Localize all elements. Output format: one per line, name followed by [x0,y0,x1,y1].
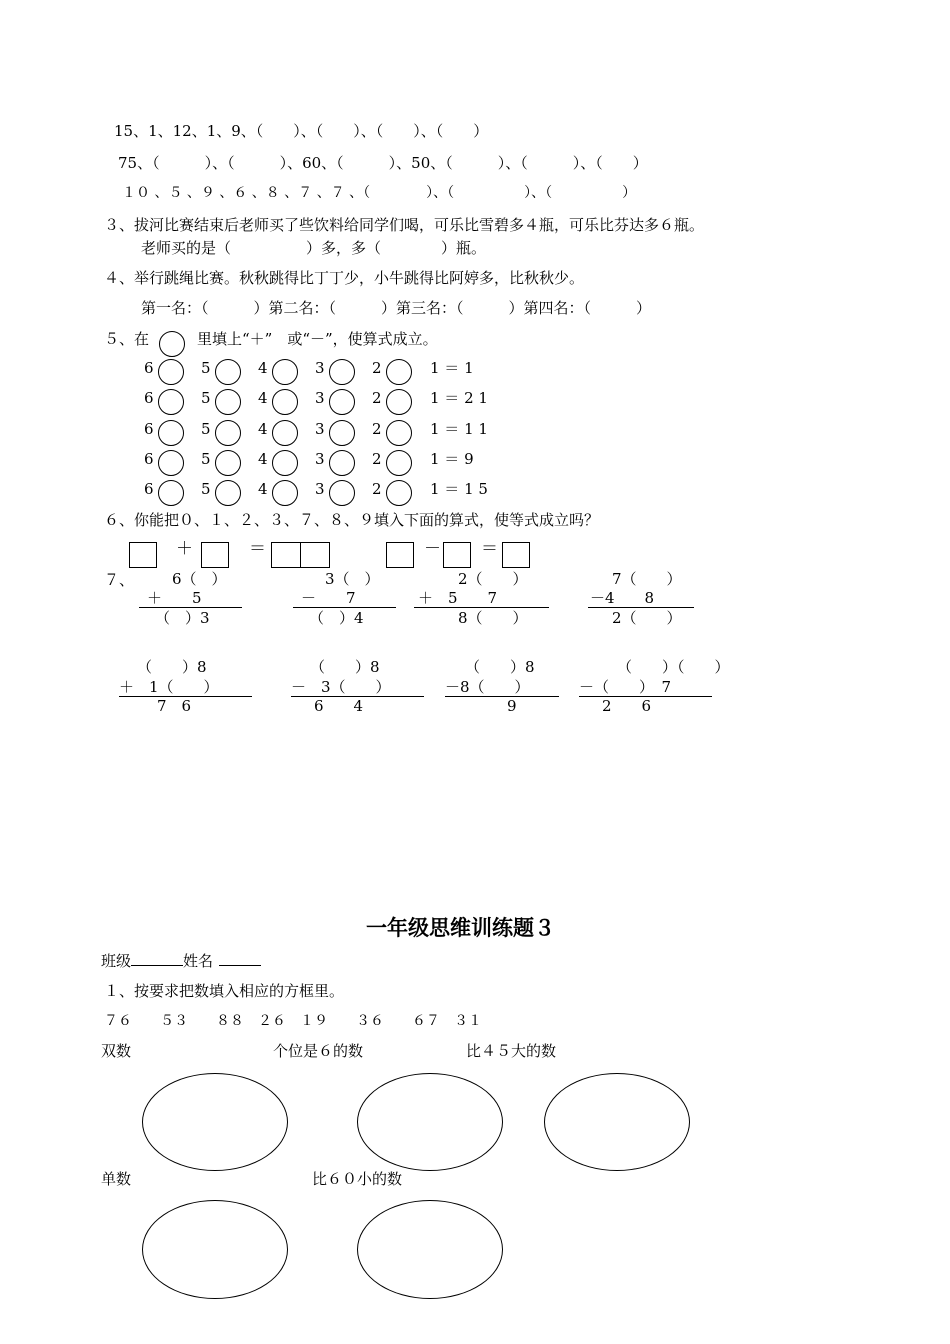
q6-box-6[interactable] [443,542,471,568]
q5-number: 2 [372,450,382,468]
q5-operator-circle[interactable] [272,480,298,506]
q5-result: 1 ＝ 2 1 [430,389,488,407]
q3-answer-line: 老师买的是（ ）多，多（ ）瓶。 [141,239,487,257]
q5-number: 3 [315,359,325,377]
q5-result: 1 ＝ 9 [430,450,474,468]
q5-number: 2 [372,359,382,377]
q7-problem-bottom: 9 [507,697,517,715]
q7-problem-bottom: 7 6 [157,697,192,715]
q7-problem-top: （ ）8 [310,658,380,676]
q5-prefix: ５、在 [104,330,150,348]
sequence-line-2: 75、（ ）、（ ）、60、（ ）、50、（ ）、（ ）、（ ） [118,154,648,172]
q5-operator-circle[interactable] [272,420,298,446]
q5-operator-circle[interactable] [386,450,412,476]
q7-problem-top: 2（ ） [458,570,528,588]
q5-operator-circle[interactable] [272,359,298,385]
q7-problem-middle: －4 8 [590,589,655,607]
q5-number: 2 [372,420,382,438]
q5-number: 5 [201,389,211,407]
q5-operator-circle[interactable] [329,420,355,446]
q5-operator-circle[interactable] [215,359,241,385]
q6-box-1[interactable] [129,542,157,568]
q5-sample-circle [159,331,185,357]
q5-operator-circle[interactable] [158,480,184,506]
q4-text: ４、举行跳绳比赛。秋秋跳得比丁丁少，小牛跳得比阿婷多，比秋秋少。 [104,269,585,287]
q7-problem-middle: －（ ） 7 [579,678,672,696]
q5-number: 3 [315,480,325,498]
q5-operator-circle[interactable] [215,389,241,415]
q3-text: ３、拔河比赛结束后老师买了些饮料给同学们喝，可乐比雪碧多４瓶，可乐比芬达多６瓶。 [104,216,705,234]
q5-number: 6 [144,359,154,377]
q5-number: 4 [258,480,268,498]
q5-operator-circle[interactable] [329,480,355,506]
q5-number: 6 [144,480,154,498]
odd-answer-oval[interactable] [142,1200,288,1299]
q5-number: 6 [144,420,154,438]
q5-operator-circle[interactable] [272,450,298,476]
q5-operator-circle[interactable] [158,389,184,415]
q5-operator-circle[interactable] [158,450,184,476]
q5-number: 6 [144,389,154,407]
q5-operator-circle[interactable] [158,420,184,446]
q7-problem-bottom: （ ）3 [155,609,210,627]
q5-operator-circle[interactable] [329,389,355,415]
less-60-answer-oval[interactable] [357,1200,503,1299]
q5-number: 4 [258,389,268,407]
q5-number: 3 [315,389,325,407]
q7-problem-middle: －8（ ） [445,678,530,696]
q5-result: 1 ＝ 1 [430,359,474,377]
q5-number: 2 [372,480,382,498]
q7-problem-middle: ＋ 5 [147,589,202,607]
q5-operator-circle[interactable] [329,359,355,385]
q6-box-2[interactable] [201,542,229,568]
q7-problem-bottom: （ ）4 [309,609,364,627]
q5-operator-circle[interactable] [215,450,241,476]
q5-operator-circle[interactable] [386,420,412,446]
name-label: 姓名 [183,952,214,970]
q7-problem-middle: － 3（ ） [291,678,391,696]
q5-operator-circle[interactable] [272,389,298,415]
name-blank[interactable] [219,950,261,966]
q5-number: 2 [372,389,382,407]
category-greater-45-label: 比４５大的数 [466,1042,557,1060]
category-even-label: 双数 [101,1042,132,1060]
ones-6-answer-oval[interactable] [357,1073,503,1171]
q5-number: 4 [258,359,268,377]
q6-plus-sign: ＋ [176,539,193,559]
q7-problem-bottom: 2（ ） [612,609,682,627]
q7-problem-rule [445,696,559,697]
q6-equals-sign-1: ＝ [249,539,266,559]
p3-q1-text: １、按要求把数填入相应的方框里。 [104,982,345,1000]
q5-operator-circle[interactable] [386,480,412,506]
q5-operator-circle[interactable] [215,420,241,446]
q6-box-5[interactable] [386,542,414,568]
q6-box-3[interactable] [271,542,301,568]
q5-number: 3 [315,420,325,438]
q5-operator-circle[interactable] [158,359,184,385]
q7-problem-top: （ ）8 [465,658,535,676]
q5-operator-circle[interactable] [386,389,412,415]
sequence-line-3: １０ 、５ 、９ 、６ 、８ 、７ 、７ 、（ ）、（ ）、（ ） [122,185,637,201]
even-answer-oval[interactable] [142,1073,288,1171]
q6-equals-sign-2: ＝ [481,539,498,559]
q5-result: 1 ＝ 1 5 [430,480,488,498]
q7-problem-bottom: 6 4 [314,697,364,715]
q7-problem-top: 6（ ） [172,570,227,588]
sequence-line-1: 15、1、12、1、9、（ ）、（ ）、（ ）、（ ） [114,122,489,140]
q6-box-7[interactable] [502,542,530,568]
class-blank[interactable] [131,950,183,966]
category-ones-6-label: 个位是６的数 [273,1042,364,1060]
q5-operator-circle[interactable] [329,450,355,476]
q4-ranking-line: 第一名：（ ）第二名：（ ）第三名：（ ）第四名：（ ） [141,299,652,317]
category-odd-label: 单数 [101,1170,132,1188]
q6-box-4[interactable] [300,542,330,568]
class-label: 班级 [101,952,132,970]
q7-problem-bottom: 2 6 [602,697,652,715]
greater-45-answer-oval[interactable] [544,1073,690,1171]
q5-operator-circle[interactable] [386,359,412,385]
q7-problem-top: 3（ ） [325,570,380,588]
q7-problem-top: （ ）（ ） [617,658,730,676]
q7-problem-middle: － 7 [301,589,356,607]
q5-number: 6 [144,450,154,468]
q5-operator-circle[interactable] [215,480,241,506]
q5-instruction: 里填上“＋” 或“－”，使算式成立。 [197,330,438,348]
q5-number: 5 [201,450,211,468]
worksheet-title: 一年级思维训练题３ [366,916,555,940]
q5-number: 3 [315,450,325,468]
q7-problem-middle: ＋ 5 7 [418,589,498,607]
q5-number: 4 [258,420,268,438]
q5-number: 5 [201,420,211,438]
q6-text: ６、你能把０、１、２、３、７、８、９填入下面的算式，使等式成立吗？ [104,511,600,529]
q5-number: 5 [201,359,211,377]
q7-problem-top: 7（ ） [612,570,682,588]
q5-number: 5 [201,480,211,498]
q6-minus-sign: － [424,539,441,559]
q7-problem-bottom: 8（ ） [458,609,528,627]
p3-number-list: ７６ ５３ ８８ ２６ １９ ３６ ６７ ３１ [104,1013,482,1029]
q5-number: 4 [258,450,268,468]
q7-problem-top: （ ）8 [137,658,207,676]
category-less-60-label: 比６０小的数 [312,1170,403,1188]
q7-problem-middle: ＋ 1（ ） [119,678,219,696]
q5-result: 1 ＝ 1 1 [430,420,488,438]
q7-label: ７、 [104,571,135,589]
class-name-line [101,950,261,971]
